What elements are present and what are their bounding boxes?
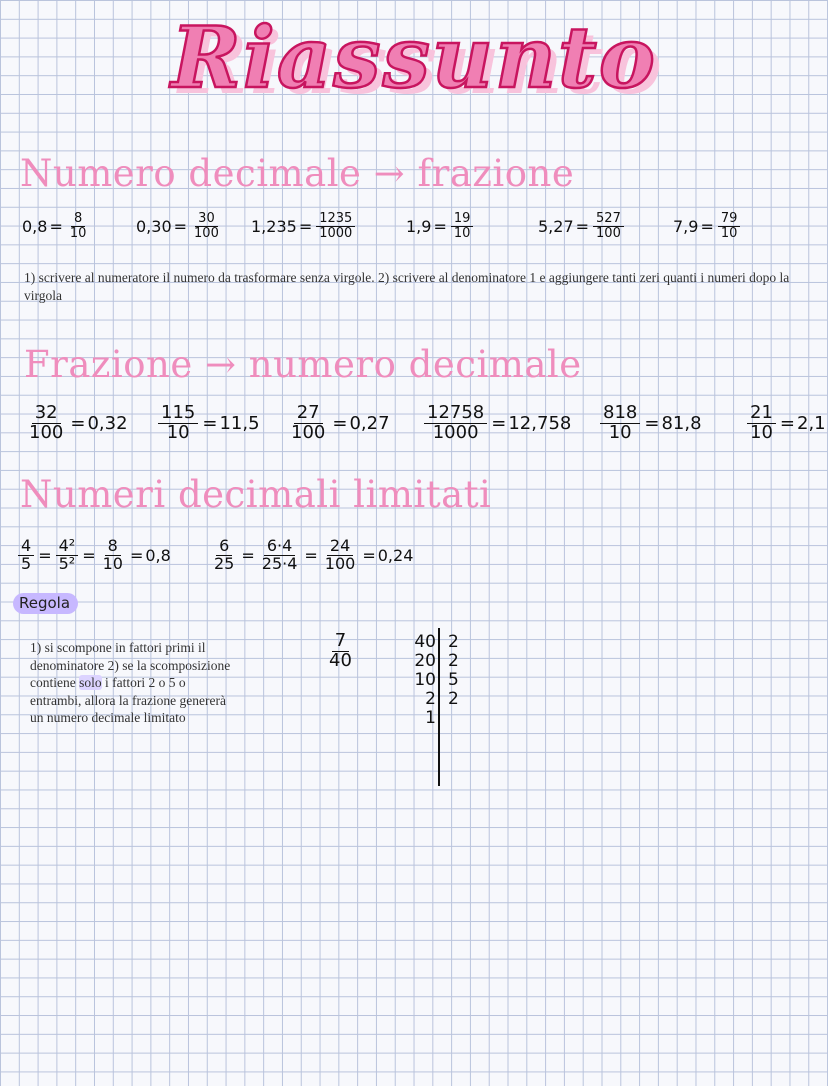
decimal-result: 2,1: [797, 412, 826, 434]
equation-2: 0,30 = $\frac{30}{100}$: [136, 212, 224, 240]
rule-badge: Regola: [13, 593, 78, 614]
equation-3: 1,235 = $\frac{1235}{1000}$: [251, 212, 357, 240]
fraction: $\frac{30}{100}$: [194, 211, 219, 241]
page-title: Riassunto: [171, 8, 657, 107]
fraction: $\frac{8}{10}$: [69, 211, 87, 241]
fraction: $\frac{1235}{1000}$: [316, 212, 355, 240]
equation-4: $\frac{12758}{1000}$ = 12,758: [422, 404, 571, 443]
fraction: $\frac{8}{10}$: [102, 536, 123, 573]
decimal-result: 0,32: [87, 412, 128, 434]
decimal-value: 0,8: [22, 216, 48, 236]
decimal-value: 7,9: [673, 216, 699, 236]
decimal-result: 12,758: [508, 412, 572, 434]
decimal-result: 11,5: [219, 412, 260, 434]
fraction: $\frac{12758}{1000}$: [424, 404, 487, 443]
fraction: $\frac{32}{100}$: [29, 402, 64, 443]
factorization-row: 1: [425, 707, 436, 728]
equation-4: 1,9 = $\frac{19}{10}$: [406, 212, 475, 240]
equation-5: 5,27 = $\frac{527}{100}$: [538, 212, 626, 240]
factorization-divider-line: [438, 628, 440, 786]
fraction: $\frac{6}{25}$: [214, 536, 235, 573]
decimal-value: 0,30: [136, 216, 172, 236]
highlighted-word: solo: [79, 675, 102, 690]
decimal-result: 0,24: [377, 545, 414, 565]
fraction: $\frac{\text{4²}}{\text{5²}}$: [56, 538, 79, 573]
fraction: $\frac{27}{100}$: [291, 402, 326, 443]
prime-factorization: [392, 632, 478, 727]
factorization-row: 40 2: [414, 631, 459, 652]
factorization-row: 2 2: [425, 688, 459, 709]
fraction: $\frac{19}{10}$: [451, 212, 474, 240]
fraction: $\frac{115}{10}$: [158, 404, 198, 443]
fraction: $\frac{818}{10}$: [600, 404, 640, 443]
example-1: $\frac{4}{5}$ = $\frac{\text{4²}}{\text{5²}}$ = $\frac{8}{10}$ = 0,8: [16, 538, 171, 573]
decimal-result: 81,8: [661, 412, 702, 434]
fraction: $\frac{6\cdot 4}{25\cdot 4}$: [261, 536, 298, 573]
decimal-result: 0,27: [349, 412, 390, 434]
equation-1: $\frac{32}{100}$ = 0,32: [24, 404, 128, 443]
fraction: $\frac{21}{10}$: [747, 404, 776, 443]
limited-decimal-rule-text: 1) si scompone in fattori primi il denominatore 2) se la scomposizione contiene solo i fattori 2 o 5 o entrambi, allora la frazione genererà un numero decimale limitato: [30, 640, 231, 725]
equation-3: $\frac{27}{100}$ = 0,27: [286, 404, 390, 443]
factorization-row: 10 5: [414, 669, 459, 690]
fraction: $\frac{4}{5}$: [18, 538, 34, 573]
decimal-result: 0,8: [145, 545, 171, 565]
equation-6: $\frac{21}{10}$ = 2,1: [745, 404, 826, 443]
section-heading-decimal-to-fraction: Numero decimale → frazione: [20, 152, 575, 195]
section-heading-fraction-to-decimal: Frazione → numero decimale: [24, 343, 582, 386]
equation-5: $\frac{818}{10}$ = 81,8: [598, 404, 702, 443]
fraction: $\frac{79}{10}$: [718, 212, 741, 240]
example-fraction: $\frac{7}{40}$: [329, 630, 352, 671]
equation-2: $\frac{115}{10}$ = 11,5: [156, 404, 260, 443]
fraction: $\frac{527}{100}$: [593, 212, 624, 240]
example-2: $\frac{6}{25}$ = $\frac{6\cdot 4}{25\cdot 4}$ = $\frac{24}{100}$ = 0,24: [209, 538, 413, 573]
decimal-value: 5,27: [538, 216, 574, 236]
factorization-row: 20 2: [414, 650, 459, 671]
decimal-value: 1,9: [406, 216, 432, 236]
section-heading-limited-decimals: Numeri decimali limitati: [20, 473, 492, 516]
decimal-value: 1,235: [251, 216, 297, 236]
equation-6: 7,9 = $\frac{79}{10}$: [673, 212, 742, 240]
conversion-rule-text: 1) scrivere al numeratore il numero da trasformare senza virgole. 2) scrivere al denominatore 1 e aggiungere tanti zeri quanti i numeri dopo la virgola: [24, 270, 790, 303]
equation-1: 0,8 = $\frac{8}{10}$: [22, 212, 91, 240]
fraction: $\frac{24}{100}$: [324, 536, 356, 573]
